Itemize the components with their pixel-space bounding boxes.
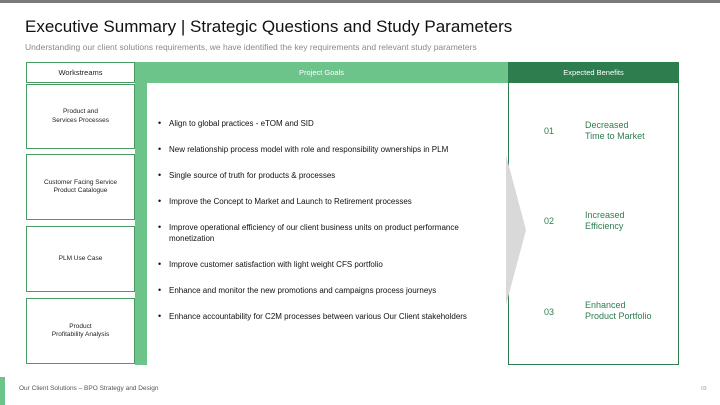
project-goals-list [158,118,506,322]
footer-accent-bar [0,377,5,405]
benefit-number: 01 [544,126,555,136]
goal-item: • New relationship process model with role and responsibility ownerships in PLM [158,144,506,155]
benefit-label: Decreased Time to Market [585,120,645,141]
workstream-box: Customer Facing Service Product Catalogue [26,154,135,220]
goal-item: • Single source of truth for products & processes [158,170,506,181]
workstream-arrow [135,319,147,343]
chevron-right-icon [506,155,526,305]
workstream-box: Product and Services Processes [26,84,135,149]
page-number: 03 [701,386,707,392]
header-workstreams: Workstreams [26,62,135,83]
benefit-label: Increased Efficiency [585,210,625,231]
goal-item: • Improve customer satisfaction with light weight CFS portfolio [158,259,506,270]
benefit-number: 02 [544,216,555,226]
goal-item: • Align to global practices - eTOM and SID [158,118,506,129]
header-project-goals: Project Goals [135,62,508,83]
workstream-box: Product Profitability Analysis [26,298,135,364]
workstream-arrow [135,175,147,199]
header-expected-benefits: Expected Benefits [508,62,679,83]
top-rule [0,0,720,3]
workstream-box: PLM Use Case [26,226,135,292]
benefit-label: Enhanced Product Portfolio [585,300,652,321]
goal-item: • Improve operational efficiency of our client business units on product performance monetization [158,222,506,244]
goal-item: • Enhance and monitor the new promotions and campaigns process journeys [158,285,506,296]
slide-subtitle: Understanding our client solutions requirements, we have identified the key requirements and relevant study parameters [25,42,477,52]
benefit-number: 03 [544,307,555,317]
slide-title: Executive Summary | Strategic Questions and Study Parameters [25,17,513,36]
goal-item: • Enhance accountability for C2M processes between various Our Client stakeholders [158,311,506,322]
workstream-arrow [135,247,147,271]
workstream-arrow [135,104,147,128]
goal-item: • Improve the Concept to Market and Launch to Retirement processes [158,196,506,207]
footer-text: Our Client Solutions – BPO Strategy and Design [19,385,159,392]
